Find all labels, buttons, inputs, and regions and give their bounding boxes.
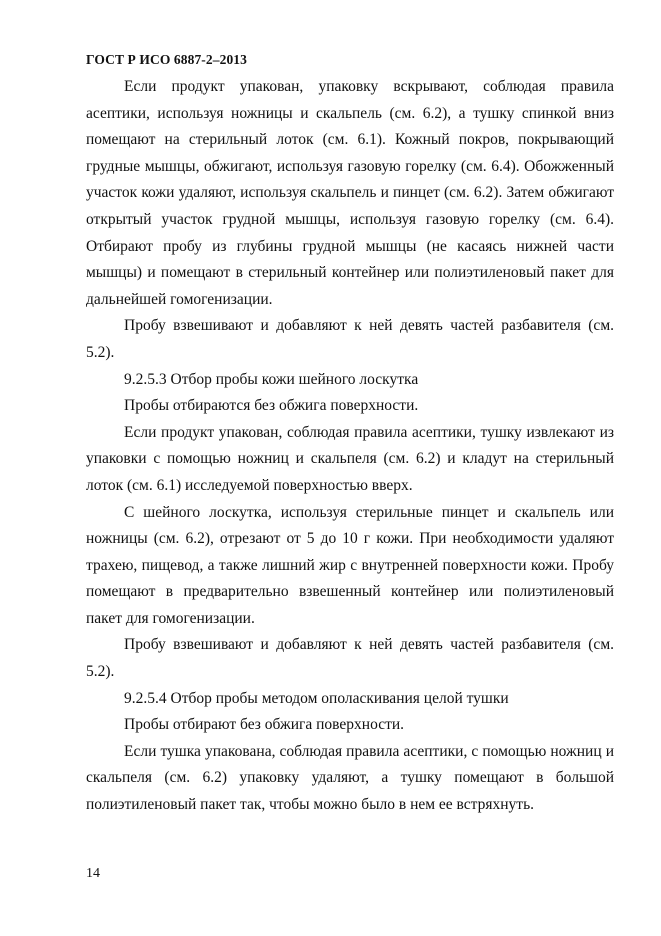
document-header: ГОСТ Р ИСО 6887-2–2013 [86,52,247,67]
paragraph-no-burning-1: Пробы отбираются без обжига поверхности. [124,397,419,415]
paragraph-rinse-carcass: Если тушка упакована, соблюдая правила асептики, с помощью ножниц и скальпеля (см. 6.2) упаковку удаляют, а тушку помещают в большой полиэтиленовый пакет так, чтобы можно было в нем ее встряхнуть. [86,742,614,814]
paragraph-weigh-dilute-2: Пробу взвешивают и добавляют к ней девять частей разбавителя (см. 5.2). [86,636,614,681]
section-heading-9-2-5-4: 9.2.5.4 Отбор пробы методом ополаскивания целой тушки [124,689,509,707]
paragraph-weigh-dilute-1: Пробу взвешивают и добавляют к ней девять частей разбавителя (см. 5.2). [86,317,614,361]
section-heading-9-2-5-3: 9.2.5.3 Отбор пробы кожи шейного лоскутка [124,370,419,388]
paragraph-extract-carcass: Если продукт упакован, соблюдая правила асептики, тушку извлекают из упаковки с помощью ножниц и скальпеля (см. 6.2) и кладут на стерильный лоток (см. 6.1) исследуемой поверхностью вверх. [86,423,614,494]
paragraph-no-burning-2: Пробы отбирают без обжига поверхности. [124,716,405,734]
paragraph-neck-skin-cut: С шейного лоскутка, используя стерильные пинцет и скальпель или ножницы (см. 6.2), отрезают от 5 до 10 г кожи. При необходимости удаляют трахею, пищевод, а также лишний жир с внутренней поверхности кожи. Пробу помещают в предварительно взвешенный контейнер или полиэтиленовый пакет для гомогенизации. [86,503,614,627]
document-body [86,74,614,819]
paragraph-breast-sampling: Если продукт упакован, упаковку вскрывают, соблюдая правила асептики, используя ножницы и скальпель (см. 6.2), а тушку спинкой вниз помещают на стерильный лоток (см. 6.1). Кожный покров, покрывающий грудные мышцы, обжигают, используя газовую горелку (см. 6.4). Обожженный участок кожи удаляют, используя скальпель и пинцет (см. 6.2). Затем обжигают открытый участок грудной мышцы, используя газовую горелку (см. 6.4). Отбирают пробу из глубины грудной мышцы (не касаясь нижней части мышцы) и помещают в стерильный контейнер или полиэтиленовый пакет для дальнейшей гомогенизации. [86,78,614,308]
page-number: 14 [86,866,100,881]
